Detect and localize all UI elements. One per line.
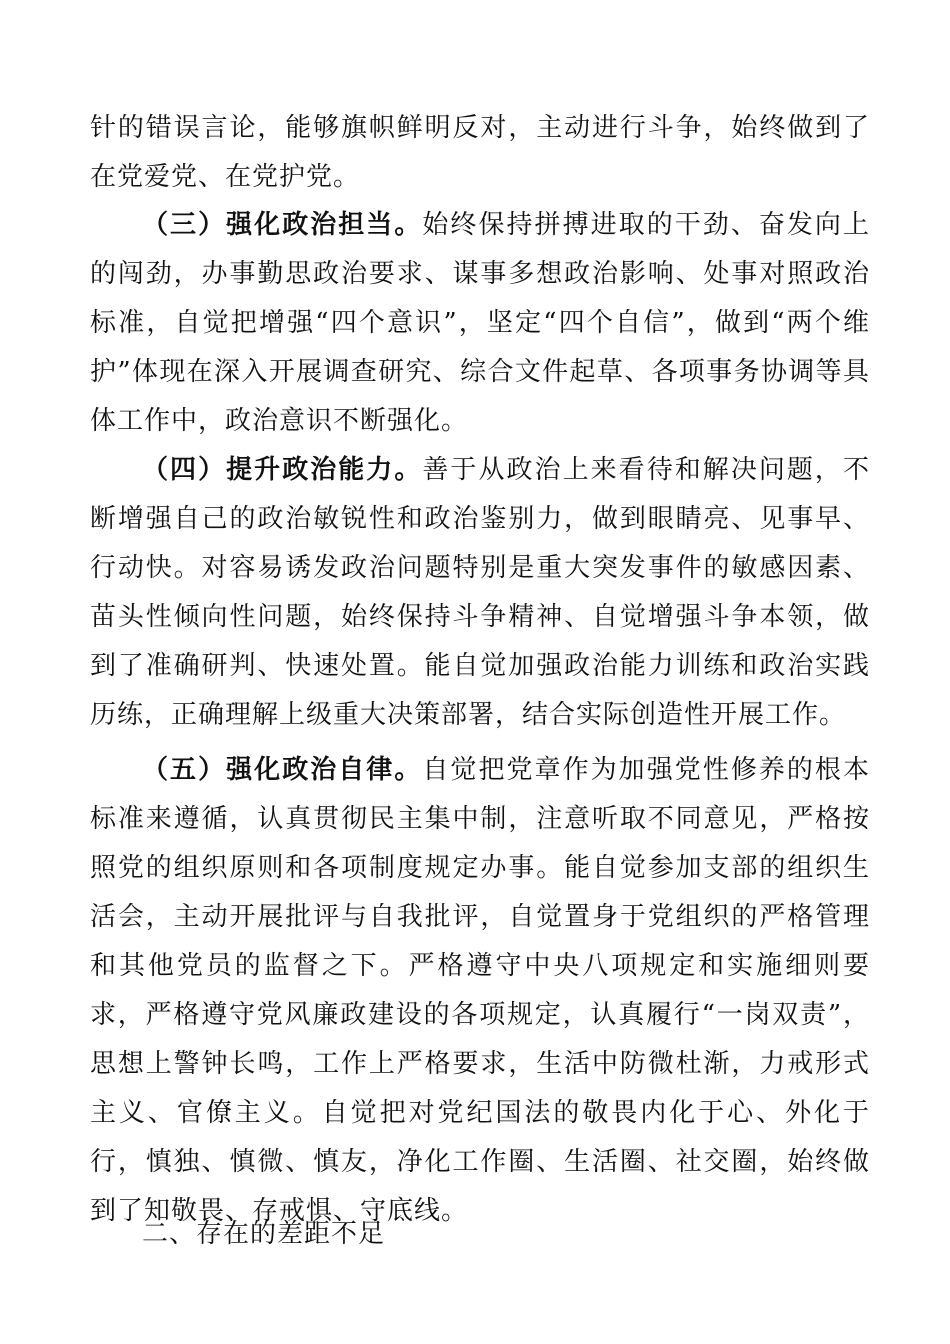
section-5-heading: （五）强化政治自律。 bbox=[142, 755, 423, 785]
section-5-paragraph bbox=[90, 746, 870, 1236]
section-4-paragraph bbox=[90, 446, 870, 740]
section-4-body: 善于从政治上来看待和解决问题，不断增强自己的政治敏锐性和政治鉴别力，做到眼睛亮、见事早、行动快。对容易诱发政治问题特别是重大突发事件的敏感因素、苗头性倾向性问题，始终保持斗争精神、自觉增强斗争本领，做到了准确研判、快速处置。能自觉加强政治能力训练和政治实践历练，正确理解上级重大决策部署，结合实际创造性开展工作。 bbox=[90, 455, 870, 730]
section-5-body: 自觉把党章作为加强党性修养的根本标准来遵循，认真贯彻民主集中制，注意听取不同意见，严格按照党的组织原则和各项制度规定办事。能自觉参加支部的组织生活会，主动开展批评与自我批评，自觉置身于党组织的严格管理和其他党员的监督之下。严格遵守中央八项规定和实施细则要求，严格遵守党风廉政建设的各项规定，认真履行“一岗双责”，思想上警钟长鸣，工作上严格要求，生活中防微杜渐，力戒形式主义、官僚主义。自觉把对党纪国法的敬畏内化于心、外化于行，慎独、慎微、慎友，净化工作圈、生活圈、社交圈，始终做到了知敬畏、存戒惧、守底线。 bbox=[90, 755, 870, 1226]
section-3-heading: （三）强化政治担当。 bbox=[142, 210, 423, 240]
section-4-heading: （四）提升政治能力。 bbox=[142, 455, 423, 485]
section-heading-2: 二、存在的差距不足 bbox=[142, 1219, 386, 1249]
section-3-body: 始终保持拼搏进取的干劲、奋发向上的闯劲，办事勤思政治要求、谋事多想政治影响、处事对照政治标准，自觉把增强“四个意识”，坚定“四个自信”，做到“两个维护”体现在深入开展调查研究、综合文件起草、各项事务协调等具体工作中，政治意识不断强化。 bbox=[90, 210, 870, 436]
paragraph-continuation: 针的错误言论，能够旗帜鲜明反对，主动进行斗争，始终做到了在党爱党、在党护党。 bbox=[90, 113, 870, 192]
section-3-paragraph bbox=[90, 201, 870, 446]
